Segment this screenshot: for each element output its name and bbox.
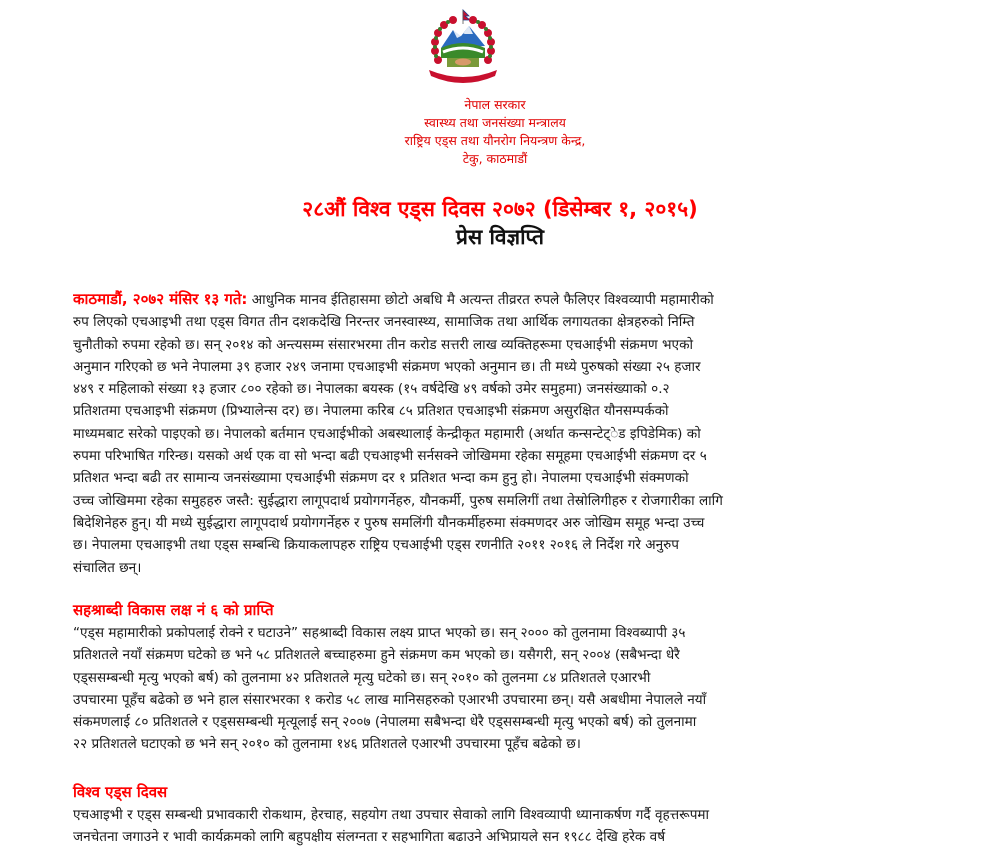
paragraph-line: उच्च जोखिममा रहेका समुहहरु जस्तै: सुईद्धारा लागूपदार्थ प्रयोगगर्नेहरु, यौनकर्मी, पुरुष समलिगीं तथा तेस्रोलिगीहरु र रोजगारीका लागि — [73, 492, 723, 509]
paragraph-line: काठमाडौं, २०७२ मंसिर १३ गते: आधुनिक मानव ईतिहासमा छोटो अबधि मै अत्यन्त तीव्ररत रुपले फैलिएर विश्वव्यापी महामारीको — [73, 290, 714, 308]
document-title: २८औं विश्व एड्स दिवस २०७२ (डिसेम्बर १, २०१५) — [302, 197, 698, 221]
paragraph-line: संकमणलाई ८० प्रतिशतले र एड्ससम्बन्धी मृत्यूलाई सन् २००७ (नेपालमा सबैभन्दा धेरै एड्ससम्बन्धी मृत्यु भएको बर्ष) को तुलनामा — [73, 714, 697, 731]
intro-paragraph — [73, 288, 953, 579]
paragraph-line: रुप लिएको एचआइभी तथा एड्स विगत तीन दशकदेखि निरन्तर जनस्वास्थ्य, सामाजिक तथा आर्थिक लगायतका क्षेत्रहरुको निम्ति — [73, 314, 695, 331]
issuing-authority-header — [300, 96, 690, 168]
paragraph-line: माध्यमबाट सरेको पाइएको छ। नेपालको बर्तमान एचआईभीको अबस्थालाई केन्द्रीकृत महामारी (अर्थात कन्सन्टेट्ेड इपिडेमिक) को — [73, 425, 701, 442]
paragraph-line: बिदेशिनेहरु हुन्। यी मध्ये सुईद्धारा लागूपदार्थ प्रयोगगर्नेहरु र पुरुष समलिंगी यौनकर्मीहरुमा संक्मणदर अरु जोखिम समूह भन्दा उच्च — [73, 514, 705, 531]
nepal-government-emblem-icon — [423, 8, 503, 86]
paragraph-line: चुनौतीको रुपमा रहेको छ। सन् २०१४ को अन्त्यसम्म संसारभरमा तीन करोड सत्तरी लाख व्यक्तिहरूमा एचआईभी संक्रमण भएको — [73, 336, 694, 353]
address: टेकु, काठमाडौं — [462, 151, 528, 166]
paragraph-line: रुपमा परिभाषित गरिन्छ। यसको अर्थ एक वा सो भन्दा बढी एचआइभी सर्नसक्ने जोखिममा रहेका समूहमा एचआईभी संक्रमण दर ५ — [73, 448, 707, 465]
ministry-name: स्वास्थ्य तथा जनसंख्या मन्त्रालय — [424, 115, 566, 130]
mdg-paragraph — [73, 622, 953, 756]
paragraph-line: प्रतिशतले नयाँ संक्रमण घटेको छ भने ५८ प्रतिशतले बच्चाहरुमा हुने संक्रमण कम भएको छ। यसैगरी, सन् २००४ (सबैभन्दा धेरै — [73, 647, 680, 664]
government-name: नेपाल सरकार — [464, 97, 526, 112]
paragraph-line: प्रतिशत भन्दा बढी तर सामान्य जनसंख्यामा एचआईभी संक्रमण दर १ प्रतिशत भन्दा कम हुनु हो। नेपालमा एचआईभी संक्मणको — [73, 470, 689, 487]
paragraph-line: संचालित छन्। — [73, 559, 142, 576]
paragraph-line: ४४९ र महिलाको संख्या १३ हजार ८०० रहेको छ। नेपालका बयस्क (१५ वर्षदेखि ४९ वर्षको उमेर समुहमा) जनसंख्याको ०.२ — [73, 381, 670, 398]
section-heading-mdg: सहश्राब्दी विकास लक्ष नं ६ को प्राप्ति — [73, 601, 274, 619]
paragraph-line: प्रतिशतमा एचआइभी संक्रमण (प्रिभ्यालेन्स दर) छ। नेपालमा करिब ८५ प्रतिशत एचआइभी संक्रमण असुरक्षित यौनसम्पर्कको — [73, 403, 669, 420]
document-subtitle: प्रेस विज्ञप्ति — [456, 225, 544, 249]
paragraph-line: “एड्स महामारीको प्रकोपलाई रोक्ने र घटाउने” सहश्राब्दी विकास लक्ष्य प्राप्त भएको छ। सन् २००० को तुलनामा विश्वब्यापी ३५ — [73, 625, 686, 641]
center-name: राष्ट्रिय एड्स तथा यौनरोग नियन्त्रण केन्द्र, — [404, 133, 586, 148]
paragraph-line: २२ प्रतिशतले घटाएको छ भने सन् २०१० को तुलनामा १४६ प्रतिशतले एआरभी उपचारमा पूहँच बढेको छ। — [73, 736, 581, 753]
paragraph-line: जनचेतना जगाउने र भावी कार्यक्रमको लागि बहुपक्षीय संलग्नता र सहभागिता बढाउने अभिप्रायले सन १९८८ देखि हरेक वर्ष — [73, 829, 666, 846]
paragraph-line: उपचारमा पूहँच बढेको छ भने हाल संसारभरका १ करोड ५८ लाख मानिसहरुको एआरभी उपचारमा छन्। यसै अबधीमा नेपालले नयाँ — [73, 691, 707, 708]
paragraph-line: अनुमान गरिएको छ भने नेपालमा ३९ हजार २४९ जनामा एचआइभी संक्रमण भएको अनुमान छ। ती मध्ये पुरुषको संख्या २५ हजार — [73, 358, 701, 375]
paragraph-line: छ। नेपालमा एचआइभी तथा एड्स सम्बन्धि क्रियाकलापहरु राष्ट्रिय एचआईभी एड्स रणनीति २०११ २०१६ ले निर्देश गरे अनुरुप — [73, 537, 680, 554]
section-heading-world-aids-day: विश्व एड्स दिवस — [73, 783, 168, 801]
paragraph-line: एचआइभी र एड्स सम्बन्धी प्रभावकारी रोकथाम, हेरचाह, सहयोग तथा उपचार सेवाको लागि विश्वव्यापी ध्यानाकर्षण गर्दै वृहत्तरूपमा — [73, 807, 710, 823]
dateline: काठमाडौं, २०७२ मंसिर १३ गते: — [73, 290, 248, 308]
world-aids-day-paragraph — [73, 804, 953, 849]
paragraph-line: एड्ससम्बन्धी मृत्यु भएको बर्ष) को तुलनामा ४२ प्रतिशतले मृत्यु घटेको छ। सन् २०१० को तुलनमा ८४ प्रतिशतले एआरभी — [73, 669, 651, 686]
